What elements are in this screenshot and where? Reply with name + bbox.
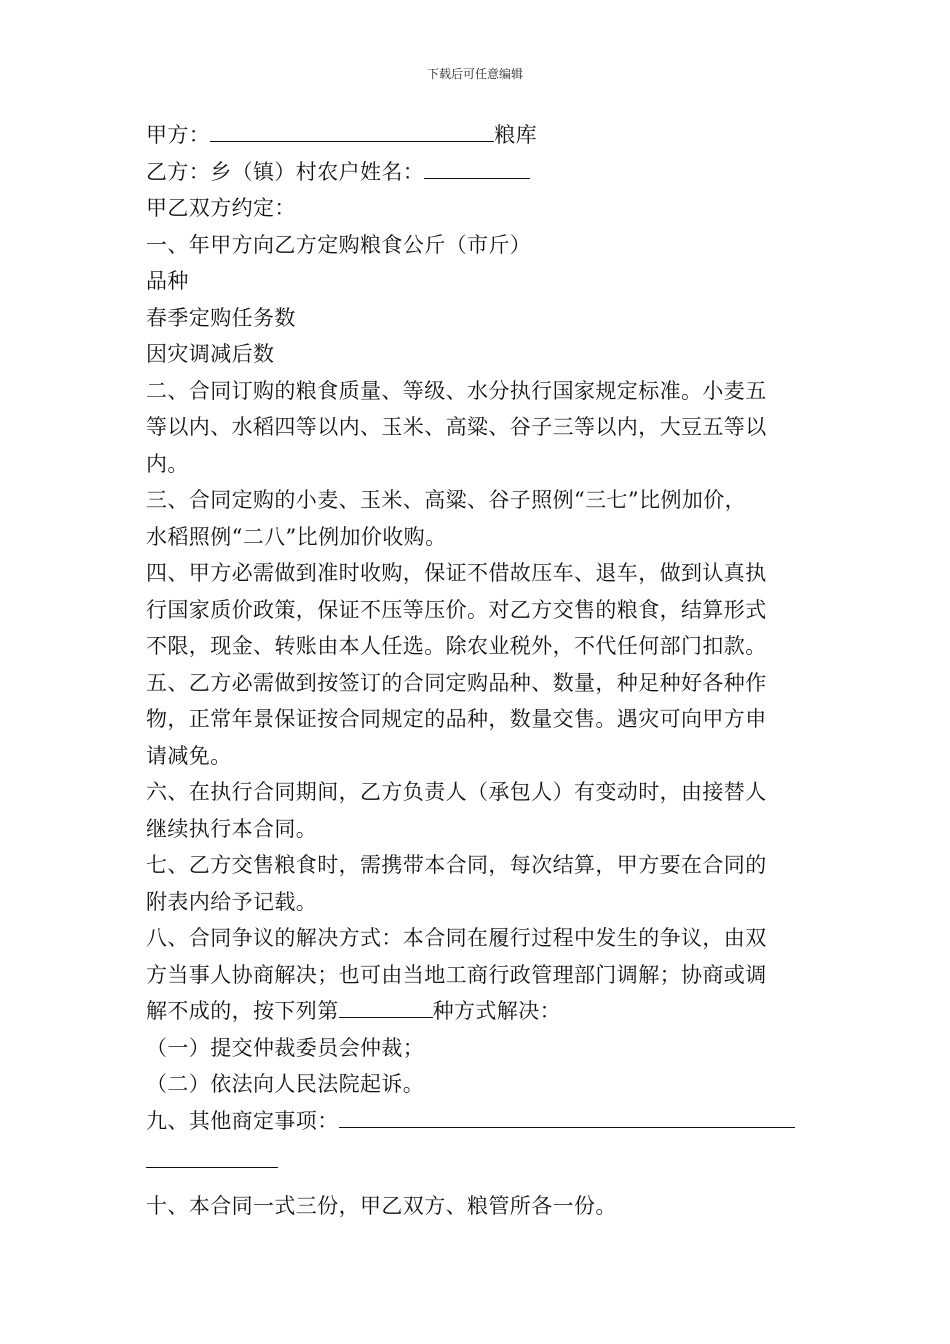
clause-line: 物，正常年景保证按合同规定的品种，数量交售。遇灾可向甲方申 xyxy=(146,707,767,731)
clause-line: 内。 xyxy=(146,451,189,476)
contract-body xyxy=(146,117,818,1224)
copies-clause: 十、本合同一式三份，甲乙双方、粮管所各一份。 xyxy=(146,1193,617,1218)
clause-line: 二、合同订购的粮食质量、等级、水分执行国家规定标准。小麦五 xyxy=(146,378,767,403)
clause-line: 六、在执行合同期间，乙方负责人（承包人）有变动时，由接替人 xyxy=(146,780,767,804)
party-a-blank[interactable] xyxy=(210,121,494,142)
clause-line: 不限，现金、转账由本人任选。除农业税外，不代任何部门扣款。 xyxy=(146,634,767,658)
dispute-prefix: 解不成的，按下列第 xyxy=(146,999,339,1023)
clause-line: 品种 xyxy=(146,269,189,293)
clause-line: 行国家质价政策，保证不压等压价。对乙方交售的粮食，结算形式 xyxy=(146,597,767,622)
party-b-label: 乙方：乡（镇）村农户姓名： xyxy=(146,159,425,184)
clause-line: 等以内、水稻四等以内、玉米、高粱、谷子三等以内，大豆五等以 xyxy=(146,415,767,439)
party-a-label: 甲方： xyxy=(146,123,211,147)
agreement-intro: 甲乙双方约定： xyxy=(146,196,296,220)
dispute-option-2: （二）依法向人民法院起诉。 xyxy=(146,1072,425,1096)
dispute-suffix: 种方式解决： xyxy=(432,999,562,1023)
clause-line: 八、合同争议的解决方式：本合同在履行过程中发生的争议，由双 xyxy=(146,926,767,950)
other-matters-blank[interactable] xyxy=(339,1107,795,1128)
party-a-suffix: 粮库 xyxy=(494,123,538,147)
other-matters-blank-continued[interactable] xyxy=(146,1147,278,1168)
page-header-note: 下载后可任意编辑 xyxy=(426,67,523,81)
clause-line: 因灾调减后数 xyxy=(146,342,275,366)
clause-line: 附表内给予记载。 xyxy=(146,889,318,914)
dispute-method-line xyxy=(146,993,818,1030)
party-b-line xyxy=(146,154,818,191)
dispute-method-blank[interactable] xyxy=(339,997,433,1018)
clause-line: 三、合同定购的小麦、玉米、高粱、谷子照例“三七”比例加价， xyxy=(146,488,747,512)
clause-line: 七、乙方交售粮食时，需携带本合同，每次结算，甲方要在合同的 xyxy=(146,853,767,877)
clause-line: 继续执行本合同。 xyxy=(146,816,318,841)
other-matters-label: 九、其他商定事项： xyxy=(146,1108,339,1133)
other-matters-line xyxy=(146,1103,818,1140)
clause-line: 方当事人协商解决；也可由当地工商行政管理部门调解；协商或调 xyxy=(146,962,767,987)
clause-line: 水稻照例“二八”比例加价收购。 xyxy=(146,524,447,549)
clause-line: 四、甲方必需做到准时收购，保证不借故压车、退车，做到认真执 xyxy=(146,561,767,585)
party-a-line xyxy=(146,117,818,154)
clause-line: 一、年甲方向乙方定购粮食公斤（市斤） xyxy=(146,232,532,257)
clause-line: 春季定购任务数 xyxy=(146,305,296,330)
party-b-name-blank[interactable] xyxy=(424,158,530,179)
clause-line: 五、乙方必需做到按签订的合同定购品种、数量，种足种好各种作 xyxy=(146,670,767,695)
dispute-option-1: （一）提交仲裁委员会仲裁； xyxy=(146,1035,425,1060)
spacer xyxy=(146,1176,818,1188)
clause-line: 请减免。 xyxy=(146,743,232,768)
other-matters-continuation xyxy=(146,1139,818,1176)
